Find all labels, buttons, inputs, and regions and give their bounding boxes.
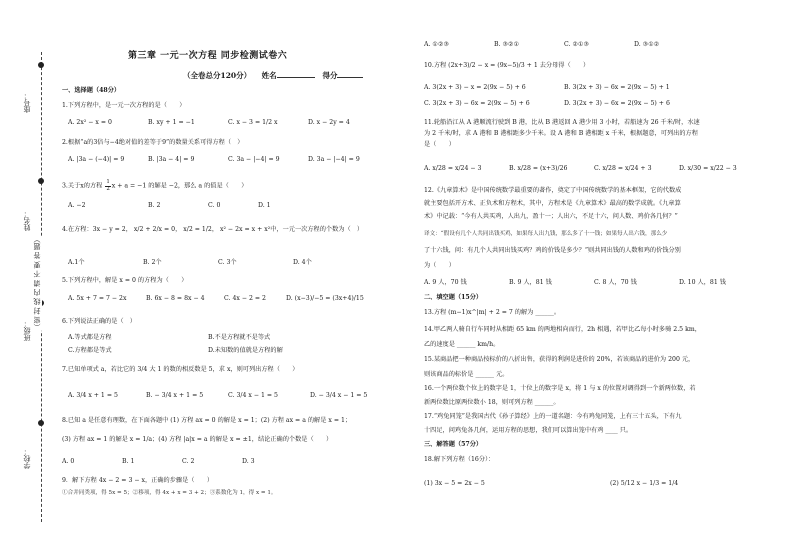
section-heading: 一、选择题（48分）	[62, 87, 121, 94]
option-d[interactable]: D. 4个	[293, 259, 312, 266]
fraction: $\frac{1}{2}$	[106, 179, 110, 192]
class-field[interactable]: 班级：	[23, 320, 31, 341]
option-c[interactable]: C. ②①③	[564, 41, 590, 48]
question-11-line3: 是（ ）	[424, 141, 455, 148]
option-d[interactable]: D. x/30 = x/22 − 3	[679, 165, 737, 172]
option-c[interactable]: C. x − 3 = 1/2 x	[228, 119, 278, 126]
option-b[interactable]: B. − 3/4 x + 1 = 5	[146, 392, 204, 399]
question-5: 5.下列方程中，解是 x = 0 的方程为（ ）	[62, 277, 188, 284]
option-d[interactable]: D. 3	[242, 458, 255, 465]
question-10: 10.方程 (2x+3)/2 − x = (9x−5)/3 + 1 去分母得（ ）	[424, 62, 590, 69]
school-field[interactable]: 学校：	[23, 448, 31, 469]
question-9-steps: ①合并同类项，得 5x = 5；②移项，得 4x + x = 3 + 2；③系数化为 1，得 x = 1。	[62, 490, 277, 496]
option-a[interactable]: A. 3(2x + 3) − x = 2(9x − 5) + 6	[424, 84, 526, 91]
question-14-line1: 14.甲乙两人骑自行车同时从相距 65 km 的两地相向而行，2h 相遇，若甲比乙每小时多骑 2.5 km，	[424, 326, 701, 333]
option-c[interactable]: C. 2	[182, 458, 195, 465]
option-b[interactable]: B. 9 人，81 钱	[509, 279, 552, 286]
option-a[interactable]: A. 3/4 x + 1 = 5	[68, 392, 118, 399]
question-12-line3: 术》中记载：“今有人共买鸡，人出九，盈十一；人出六，不足十六，问人数、鸡价各几何？”	[424, 213, 678, 220]
section-heading: 三、解答题（57分）	[424, 441, 483, 448]
question-12-line1: 12.《九章算术》是中国传统数学最重要的著作，奠定了中国传统数学的基本框架，它的代数成	[424, 187, 682, 194]
option-c[interactable]: C. 4x − 2 = 2	[224, 295, 266, 302]
question-7: 7.已知单项式 a，若比它的 3/4 大 1 的数的相反数是 5，求 x，则可列出方程（ ）	[62, 366, 299, 373]
option-b[interactable]: B. ③②①	[494, 41, 520, 48]
option-c[interactable]: C.方程都是等式	[68, 347, 112, 354]
question-18-part2: (2) 5/12 x − 1/3 = 1/4	[610, 480, 679, 487]
question-12-line6: 为（ ）	[424, 262, 455, 269]
option-a[interactable]: A. 5x + 7 = 7 − 2x	[68, 295, 127, 302]
option-c[interactable]: C. 0	[208, 202, 221, 209]
name-blank[interactable]	[277, 77, 315, 78]
option-a[interactable]: A. 9 人，70 钱	[424, 279, 467, 286]
option-c[interactable]: C. 3/4 x − 1 = 5	[228, 392, 278, 399]
score-line: （全卷总分120分） 姓名 得分	[183, 70, 363, 81]
option-b[interactable]: B. 2	[148, 202, 161, 209]
question-16-line2[interactable]: 新两位数比原两位数小 18，则可列方程 ______。	[424, 399, 560, 406]
option-c[interactable]: C. 3a − |−4| = 9	[228, 156, 280, 163]
question-18: 18.解下列方程（16分）：	[424, 456, 495, 463]
option-b[interactable]: B. xy + 1 = −1	[148, 119, 195, 126]
option-d[interactable]: D. 10 人，81 钱	[679, 279, 726, 286]
option-d[interactable]: D. 3(2x + 3) − 6x = 2(9x − 5) + 6	[564, 100, 670, 107]
option-b[interactable]: B. 6x − 8 = 8x − 4	[146, 295, 205, 302]
question-14-line2[interactable]: 乙的速度是 ______ km/h。	[424, 341, 500, 348]
question-11-line1: 11.轮船沿江从 A 港顺流行驶到 B 港，比从 B 港返回 A 港少用 3 小时，若船速为 26 千米/时，水速	[424, 119, 700, 126]
question-17-line1: 17.“鸡兔同笼”是我国古代《孙子算经》上的一道名题：今有鸡兔同笼，上有三十五头，下有九	[424, 413, 682, 420]
question-2: 2.根据“a的3倍与−4绝对值的差等于9”的数量关系可得方程（ ）	[62, 139, 244, 146]
option-c[interactable]: C. 3(2x + 3) − 6x = 2(9x − 5) + 6	[424, 100, 530, 107]
option-d[interactable]: D. 3a − |−4| = 9	[308, 156, 360, 163]
question-15-line2[interactable]: 则该商品的标价是 ______ 元。	[424, 371, 509, 378]
option-d[interactable]: D. 1	[258, 202, 271, 209]
option-b[interactable]: B. 2个	[143, 259, 162, 266]
question-15-line1: 15.某商品把一种商品按标价的八折出售，获得的利润是进价的 20%，若该商品的进价为 200 元，	[424, 356, 695, 363]
question-1: 1.下列方程中，是一元一次方程的是（ ）	[62, 102, 186, 109]
score-blank[interactable]	[337, 77, 363, 78]
question-9: 9．解下方程 4x − 2 = 3 − x，正确的步骤是（ ）	[62, 477, 214, 484]
question-8-line2: (3) 方程 ax = 1 的解是 x = 1/a；(4) 方程 |a|x = a 的解是 x = ±1，结论正确的个数是（ ）	[62, 436, 333, 443]
option-b[interactable]: B. 1	[122, 458, 135, 465]
name-field[interactable]: 姓名：	[23, 210, 31, 231]
exam-title: 第三章 一元一次方程 同步检测试卷六	[128, 51, 288, 61]
option-b[interactable]: B. 3(2x + 3) − 6x = 2(9x − 5) + 1	[564, 84, 670, 91]
question-3: 3.关于x的方程 $\frac{1}{2}$ x + a = −1 的解是 −2，那么 a 的值是（ ）	[62, 179, 248, 192]
question-8-line1: 8.已知 a 是任意有理数，在下面各题中 (1) 方程 ax = 0 的解是 x = 1；(2) 方程 ax = a 的解是 x = 1；	[62, 417, 352, 424]
question-6: 6.下列说法正确的是（ ）	[62, 318, 136, 325]
question-13[interactable]: 13.方程 (m−1)x^|m| + 2 = 7 的解为 ______。	[424, 309, 561, 316]
question-12-line2: 就主要包括开方术、正负术和方程术，其中，方程术是《九章算术》最高的数学成就。《九章算	[424, 200, 681, 207]
question-11-line2: 为 2 千米/时，求 A 港和 B 港相距多少千米。设 A 港和 B 港相距 x 千米，根据题意，可列出的方程	[424, 130, 698, 137]
seat-field[interactable]: 座号：	[23, 92, 31, 113]
option-a[interactable]: A. 0	[62, 458, 75, 465]
option-a[interactable]: A. x/28 = x/24 − 3	[424, 165, 482, 172]
option-a[interactable]: A. |3a − (−4)| = 9	[68, 156, 125, 163]
question-12-line4: 译文：“假设有几个人共同出钱买鸡，如果每人出九钱，那么多了十一钱；如果每人出六钱，那么少	[424, 231, 668, 237]
question-4: 4.在方程：3x − y = 2， x/2 + 2/x = 0， x/2 = 1/2， x² − 2x = x + x²中，一元一次方程的个数为（ ）	[62, 226, 364, 233]
question-17-line2[interactable]: 十四足，问鸡兔各几何，运用方程的思想，我们可以算出笼中有鸡 ____ 只。	[424, 427, 633, 434]
question-12-line5: 了十六钱，问：有几个人共同出钱买鸡？鸡的价钱是多少？”则共同出钱的人数和鸡的价钱分别	[424, 247, 681, 254]
seal-notice: （密 封 线 内 请 不 要 答 题）	[33, 236, 41, 331]
hole-dot	[38, 62, 44, 68]
hole-dot	[38, 420, 44, 426]
option-a[interactable]: A. −2	[68, 202, 86, 209]
option-a[interactable]: A.等式都是方程	[68, 334, 112, 341]
option-c[interactable]: C. 8 人，70 钱	[594, 279, 637, 286]
binding-margin	[0, 0, 56, 544]
option-b[interactable]: B. |3a − 4| = 9	[148, 156, 195, 163]
hole-dot	[38, 178, 44, 184]
option-a[interactable]: A.1个	[68, 259, 85, 266]
option-d[interactable]: D. − 3/4 x − 1 = 5	[310, 392, 368, 399]
option-b[interactable]: B.不是方程就不是等式	[208, 334, 271, 341]
option-d[interactable]: D. (x−3)/−5 = (3x+4)/15	[286, 295, 364, 302]
option-b[interactable]: B. x/28 = (x+3)/26	[509, 165, 568, 172]
option-d[interactable]: D. ③①②	[634, 41, 660, 48]
option-a[interactable]: A. ①②③	[424, 41, 450, 48]
question-18-part1: (1) 3x − 5 = 2x − 5	[424, 480, 485, 487]
option-c[interactable]: C. 3个	[218, 259, 237, 266]
option-d[interactable]: D. x − 2y = 4	[308, 119, 350, 126]
option-c[interactable]: C. x/28 = x/24 + 3	[594, 165, 652, 172]
option-d[interactable]: D.未知数的值就是方程的解	[208, 347, 283, 354]
question-16-line1: 16.一个两位数个位上的数字是 1，十位上的数字是 x，将 1 与 x 的位置对调得到一个新两位数，若	[424, 385, 696, 392]
option-a[interactable]: A. 2x² − x = 0	[68, 119, 112, 126]
section-heading: 二、填空题（15分）	[424, 294, 483, 301]
